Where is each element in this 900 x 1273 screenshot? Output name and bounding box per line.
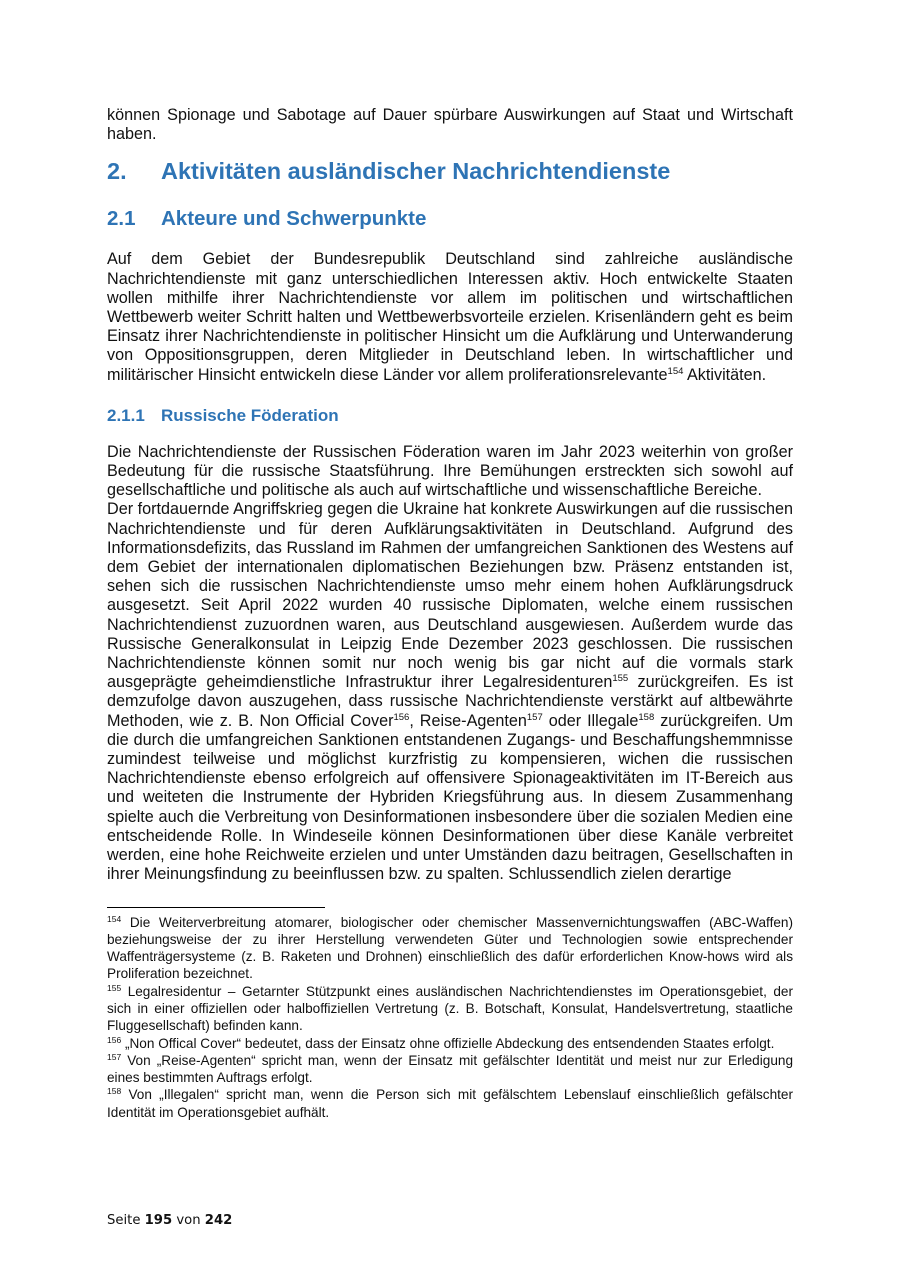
russia-paragraph-2: Der fortdauernde Angriffskrieg gegen die Ukraine hat konkrete Auswirkungen auf die russischen Nachrichtendienste und für deren Aufklärungsaktivitäten in Deutschland. Aufgrund des Informationsdefizits, das Russland im Rahmen der umfangreichen Sanktionen des Westens auf dem Gebiet der internationalen diplomatischen Beziehungen bzw. Präsenz entstanden ist, sehen sich die russischen Nachrichtendienste umso mehr einem hohen Aufklärungsdruck ausgesetzt. Seit April 2022 wurden 40 russische Diplomaten, welche einem russischen Nachrichtendienst zuzuordnen waren, aus Deutschland ausgewiesen. Außerdem wurde das Russische Generalkonsulat in Leipzig Ende Dezember 2023 geschlossen. Die russischen Nachrichtendienste können somit nur noch wenig bis gar nicht auf die vormals stark ausgeprägte geheimdienstliche Infrastruktur ihrer Legalresidenturen$^{155}$ zurückgreifen. Es ist demzufolge davon auszugehen, dass russische Nachrichtendienste verstärkt auf altbewährte Methoden, wie z. B. Non Official Cover$^{156}$, Reise-Agenten$^{157}$ oder Illegale$^{158}$ zurückgreifen. Um die durch die umfangreichen Sanktionen entstandenen Zugangs- und Beschaffungshemmnisse zumindest teilweise und möglichst kurzfristig zu kompensieren, wichen die russischen Nachrichtendienste ebenso erfolgreich auf offensivere Spionageaktivitäten im IT-Bereich aus und weiteten die Instrumente der Hybriden Kriegsführung aus. In diesem Zusammenhang spielte auch die Verbreitung von Desinformationen insbesondere über die sozialen Medien eine entscheidende Rolle. In Windeseile können Desinformationen über diese Kanäle verbreitet werden, eine hohe Reichweite erzielen und unter Umständen dazu beitragen, Gesellschaften in ihrer Meinungsfindung zu beeinflussen bzw. zu spalten. Schlussendlich zielen derartige (107, 500, 793, 884)
footnote: $^{155}$ Legalresidentur – Getarnter Stützpunkt eines ausländischen Nachrichtendienstes im Operationsgebiet, der sich in einer offiziellen oder halboffiziellen Vertretung (z. B. Botschaft, Konsulat, Handelsvertretung, staatliche Fluggesellschaft) befinden kann. (107, 982, 793, 1034)
total-pages: 242 (204, 1213, 233, 1228)
footnote-ref-156[interactable]: 156 (393, 711, 410, 723)
page-footer: Seite 195 von 242 (107, 1213, 233, 1228)
intro-paragraph: können Spionage und Sabotage auf Dauer spürbare Auswirkungen auf Staat und Wirtschaft haben. (107, 106, 793, 144)
footnote: $^{156}$ „Non Offical Cover“ bedeutet, dass der Einsatz ohne offizielle Abdeckung des entsendenden Staates erfolgt. (107, 1034, 775, 1051)
current-page-number: 195 (144, 1213, 173, 1228)
section-title: Aktivitäten ausländischer Nachrichtendienste (161, 158, 671, 185)
subsubsection-number: 2.1.1 (107, 405, 145, 425)
footnotes (107, 914, 793, 1122)
footnote: $^{158}$ Von „Illegalen“ spricht man, wenn die Person sich mit gefälschtem Lebenslauf einschließlich gefälschter Identität im Operationsgebiet aufhält. (107, 1086, 793, 1120)
footnote-ref-155[interactable]: 155 (612, 673, 629, 685)
subsection-paragraph: Auf dem Gebiet der Bundesrepublik Deutschland sind zahlreiche ausländische Nachrichtendienste mit ganz unterschiedlichen Interessen aktiv. Hoch entwickelte Staaten wollen mithilfe ihrer Nachrichtendienste vor allem im politischen und wirtschaftlichen Wettbewerb weiter Schritt halten und Wettbewerbsvorteile erzielen. Krisenländern geht es beim Einsatz ihrer Nachrichtendienste in politischer Hinsicht um die Aufklärung und Unterwanderung von Oppositionsgruppen, deren Mitglieder in Deutschland leben. In wirtschaftlicher und militärischer Hinsicht entwickeln diese Länder vor allem proliferationsrelevante$^{154}$ Aktivitäten. (107, 250, 793, 384)
footnote-separator (107, 907, 325, 908)
footnote: $^{157}$ Von „Reise-Agenten“ spricht man, wenn der Einsatz mit gefälschter Identität und meist nur zur Erledigung eines bestimmten Auftrags erfolgt. (107, 1051, 793, 1086)
section-number: 2. (107, 158, 127, 185)
footnote-ref-157[interactable]: 157 (526, 711, 543, 723)
subsubsection-title: Russische Föderation (161, 405, 339, 425)
russia-paragraph-1: Die Nachrichtendienste der Russischen Föderation waren im Jahr 2023 weiterhin von großer Bedeutung für die russische Staatsführung. Ihre Bemühungen erstreckten sich sowohl auf gesellschaftliche und politische als auch auf wirtschaftliche und wissenschaftliche Bereiche. (107, 442, 793, 500)
subsection-number: 2.1 (107, 207, 136, 231)
footnote-ref-154[interactable]: 154 (667, 365, 684, 377)
footnote: $^{154}$ Die Weiterverbreitung atomarer, biologischer oder chemischer Massenvernichtungswaffen (ABC-Waffen) beziehungsweise der zu ihrer Herstellung verwendeten Güter und Technologien sowie entsprechender Waffenträgersysteme (z. B. Raketen und Drohnen) einschließlich des dafür erforderlichen Know-hows wird als Proliferation bezeichnet. (107, 913, 793, 982)
subsection-title: Akteure und Schwerpunkte (161, 207, 427, 231)
section-heading (107, 158, 793, 185)
page-content (107, 106, 793, 1121)
subsubsection-heading (107, 406, 793, 426)
footnote-ref-158[interactable]: 158 (638, 711, 655, 723)
subsection-heading (107, 207, 793, 231)
